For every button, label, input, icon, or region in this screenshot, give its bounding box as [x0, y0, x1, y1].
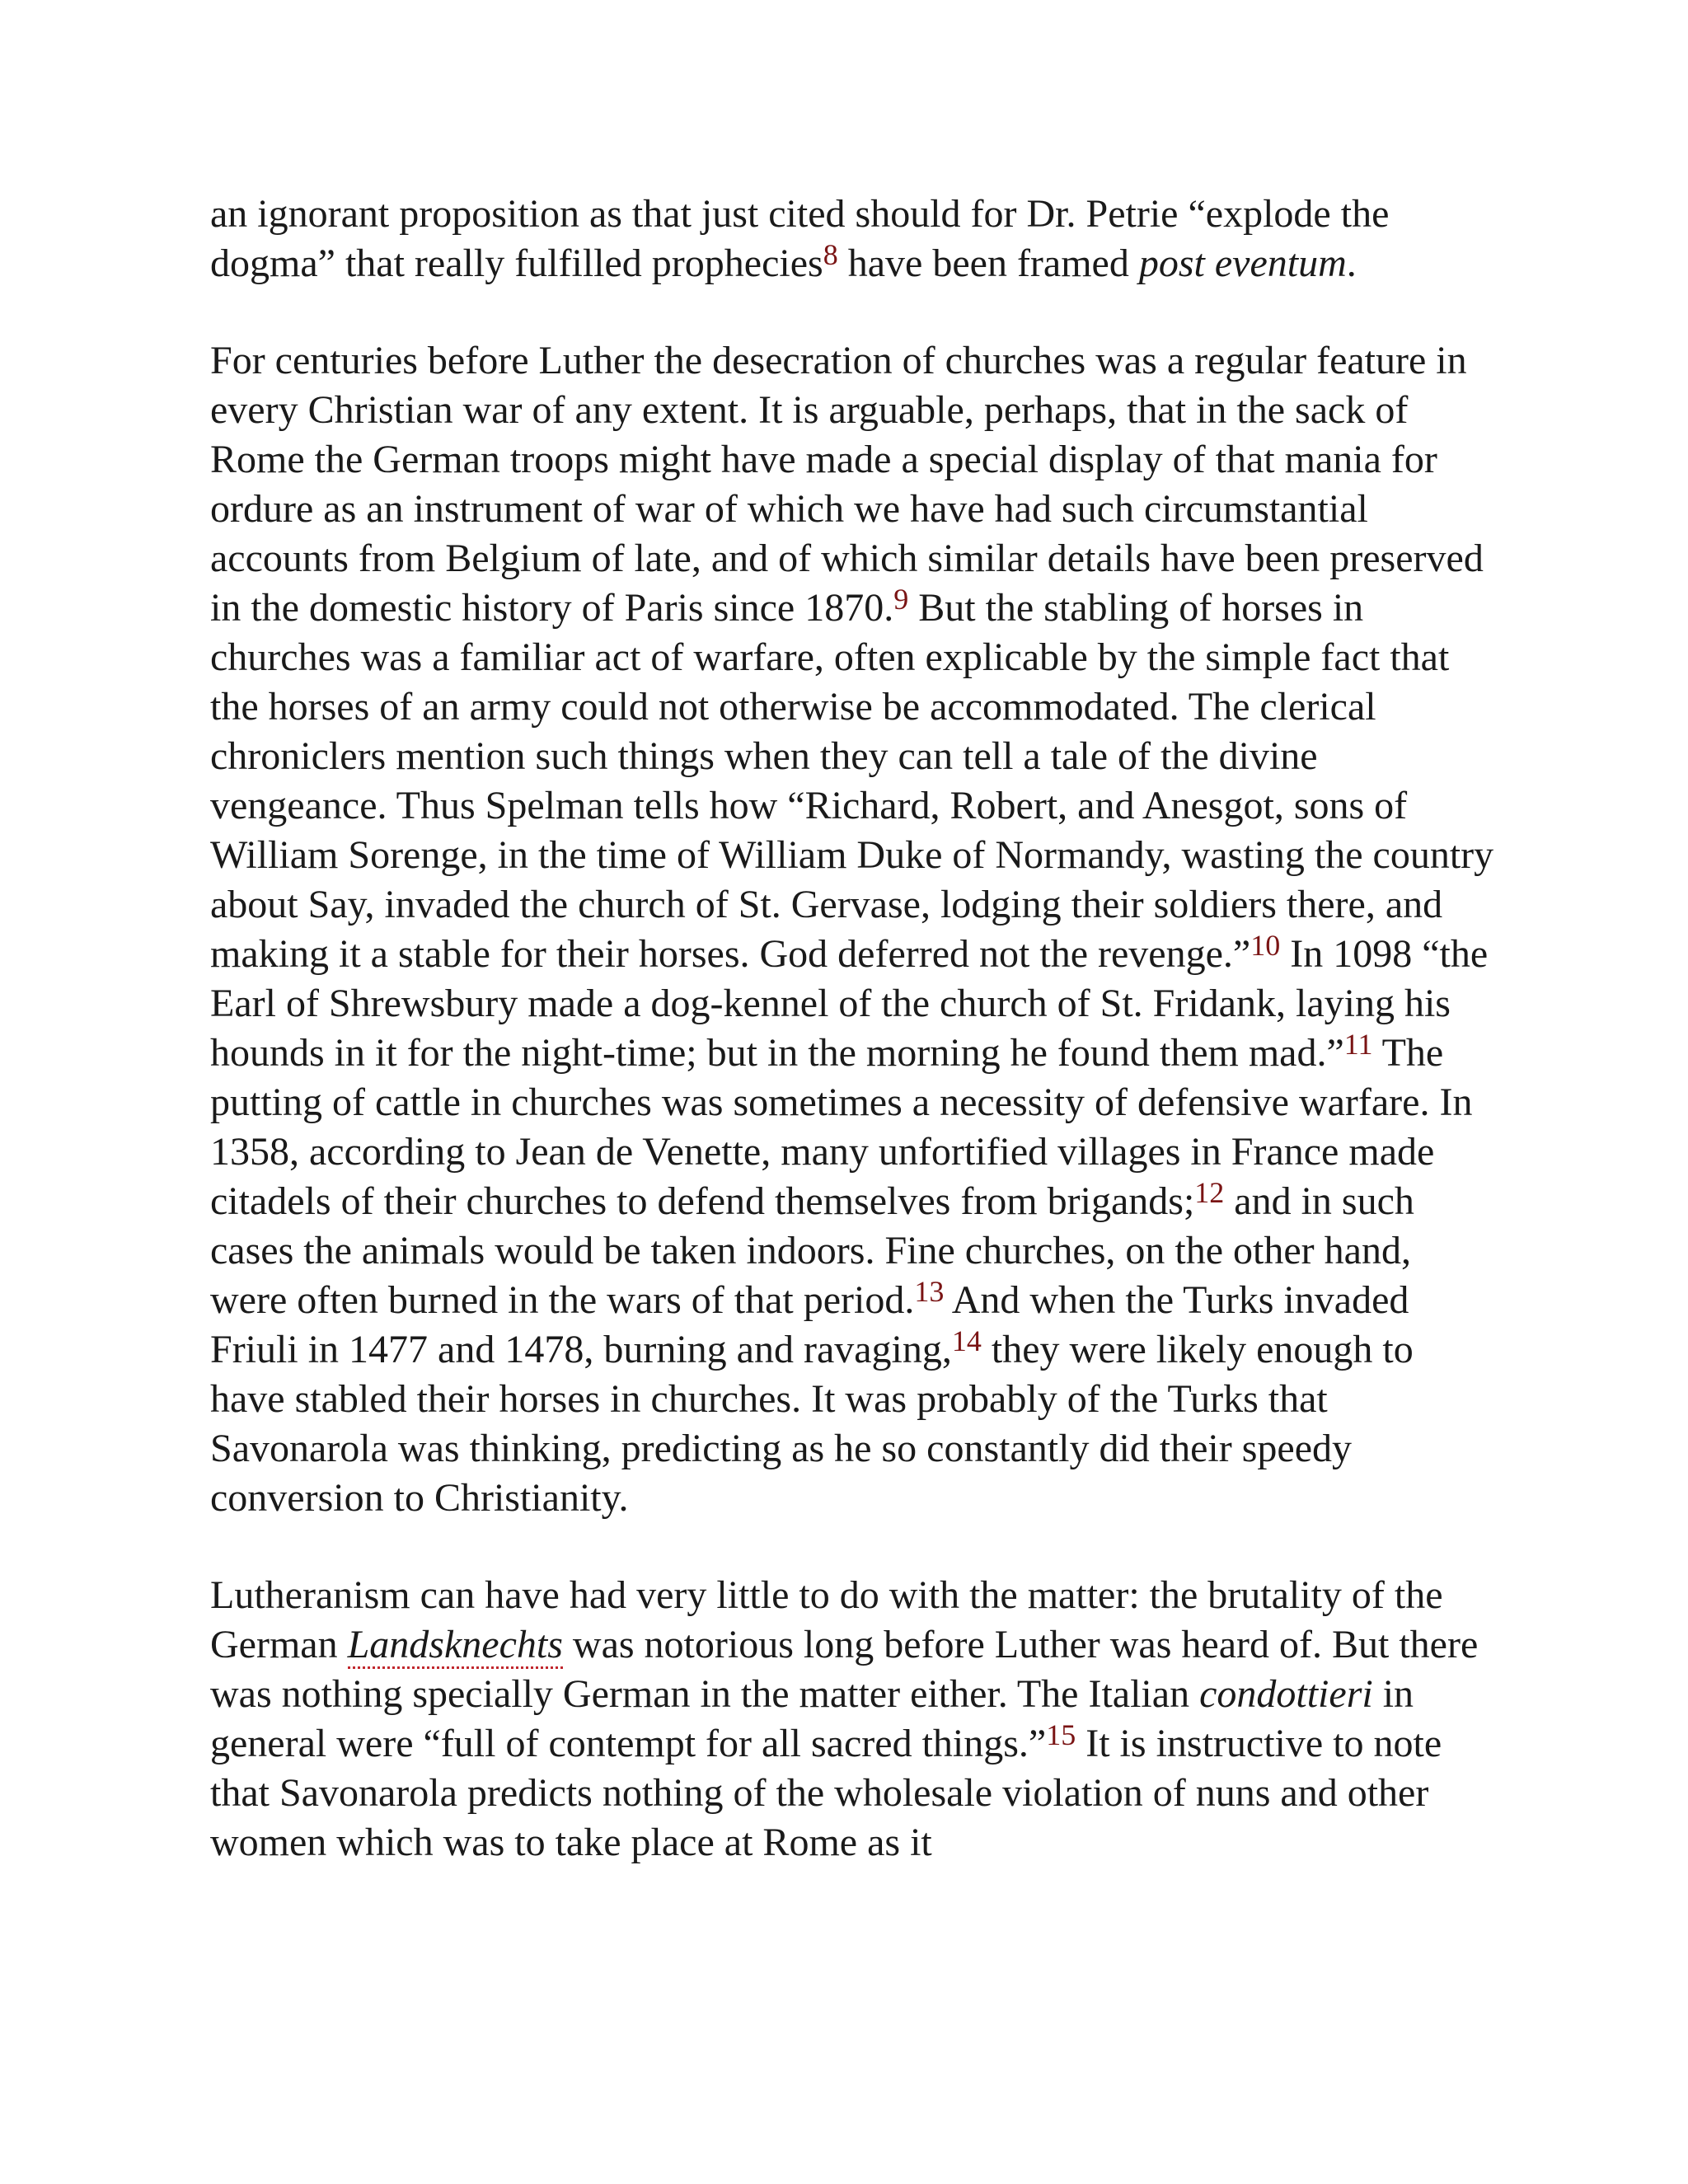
paragraph-text: Lutheranism can have had very little to do with the matter: the brutality of the German — [210, 1573, 1443, 1666]
paragraph-text: have been framed — [837, 241, 1139, 285]
footnote-ref-link[interactable]: 9 — [893, 583, 909, 616]
paragraph-text: In 1098 “the Earl of Shrewsbury made a dog-kennel of the church of St. Fridank, laying his hounds in it for the night-time; but in the morning he found them mad.” — [210, 932, 1489, 1075]
paragraph-text: But the stabling of horses in churches was a familiar act of warfare, often explicable by the simple fact that the horses of an army could not otherwise be accommodated. The clerical chroniclers mention such things when they can tell a tale of the divine vengeance. Thus Spelman tells how “Richard, Robert, and Anesgot, sons of William Sorenge, in the time of William Duke of Normandy, wasting the country about Say, invaded the church of St. Gervase, lodging their soldiers there, and making it a stable for their horses. God deferred not the revenge.” — [210, 586, 1494, 976]
footnote-ref-link[interactable]: 10 — [1250, 929, 1281, 962]
footnote-ref-link[interactable]: 8 — [823, 238, 838, 271]
footnote-ref-link[interactable]: 12 — [1194, 1176, 1225, 1209]
paragraph-text: . — [1346, 241, 1357, 285]
italic-term: condottieri — [1199, 1672, 1373, 1716]
glossary-term-link[interactable]: Landsknechts — [348, 1623, 563, 1669]
paragraph-text: and in such cases the animals would be taken indoors. Fine churches, on the other hand, were often burned in the wars of that period. — [210, 1179, 1414, 1322]
footnote-ref-link[interactable]: 15 — [1046, 1718, 1076, 1751]
paragraph-text: The putting of cattle in churches was sometimes a necessity of defensive warfare. In 1358, according to Jean de Venette, many unfortified villages in France made citadels of their churches to defend themselves from brigands; — [210, 1031, 1473, 1223]
body-paragraph — [210, 336, 1496, 1523]
document-page — [210, 190, 1496, 1915]
paragraph-text: in general were “full of contempt for all sacred things.” — [210, 1672, 1414, 1765]
body-paragraph — [210, 190, 1496, 288]
footnote-ref-link[interactable]: 13 — [914, 1275, 945, 1308]
body-paragraph — [210, 1571, 1496, 1868]
paragraph-text: they were likely enough to have stabled their horses in churches. It was probably of the Turks that Savonarola was thinking, predicting as he so constantly did their speedy conversion to Christianity. — [210, 1328, 1414, 1520]
paragraph-text: was notorious long before Luther was heard of. But there was nothing specially German in the matter either. The Italian — [210, 1623, 1479, 1716]
paragraph-text: And when the Turks invaded Friuli in 1477 and 1478, burning and ravaging, — [210, 1278, 1409, 1371]
paragraph-text: an ignorant proposition as that just cited should for Dr. Petrie “explode the dogma” that really fulfilled prophecies — [210, 192, 1390, 285]
footnote-ref-link[interactable]: 11 — [1343, 1028, 1373, 1061]
italic-term: post eventum — [1138, 241, 1347, 285]
paragraph-text: For centuries before Luther the desecration of churches was a regular feature in every Christian war of any extent. It is arguable, perhaps, that in the sack of Rome the German troops might have made a special display of that mania for ordure as an instrument of war of which we have had such circumstantial accounts from Belgium of late, and of which similar details have been preserved in the domestic history of Paris since 1870. — [210, 339, 1484, 630]
footnote-ref-link[interactable]: 14 — [951, 1324, 982, 1357]
paragraph-text: It is instructive to note that Savonarola predicts nothing of the wholesale violation of nuns and other women which was to take place at Rome as it — [210, 1722, 1442, 1864]
